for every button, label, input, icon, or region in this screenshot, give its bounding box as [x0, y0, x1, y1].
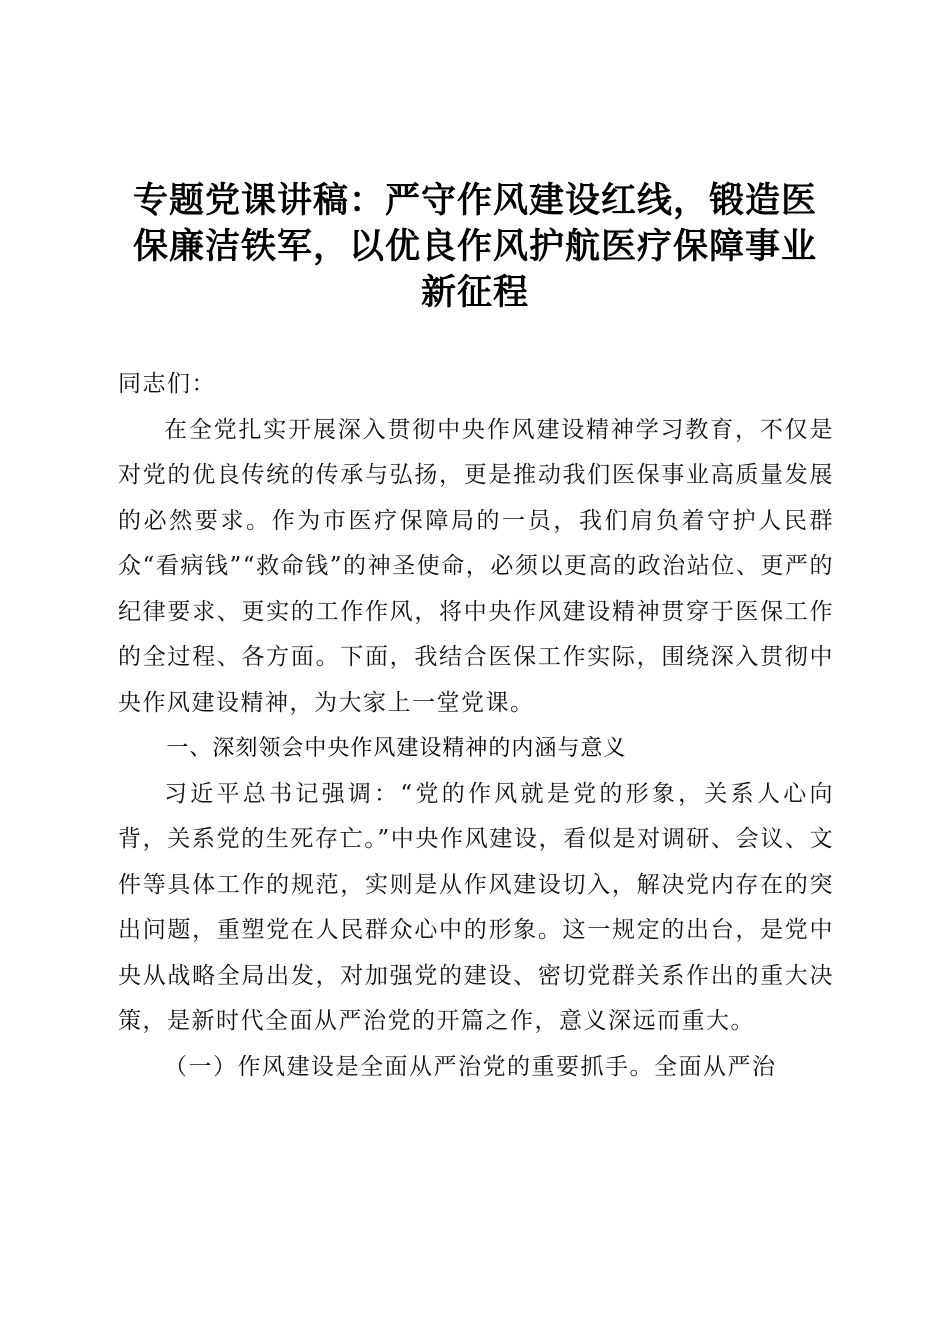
intro-paragraph: 在全党扎实开展深入贯彻中央作风建设精神学习教育，不仅是对党的优良传统的传承与弘扬，更是推动我们医保事业高质量发展的必然要求。作为市医疗保障局的一员，我们肩负着守护人民群众“看病钱”“救命钱”的神圣使命，必须以更高的政治站位、更严的纪律要求、更实的工作作风，将中央作风建设精神贯穿于医保工作的全过程、各方面。下面，我结合医保工作实际，围绕深入贯彻中央作风建设精神，为大家上一堂党课。 — [118, 416, 834, 716]
section-paragraph: 习近平总书记强调：“党的作风就是党的形象，关系人心向背，关系党的生死存亡。”中央作风建设，看似是对调研、会议、文件等具体工作的规范，实则是从作风建设切入，解决党内存在的突出问题，重塑党在人民群众心中的形象。这一规定的出台，是党中央从战略全局出发，对加强党的建设、密切党群关系作出的重大决策，是新时代全面从严治党的开篇之作，意义深远而重大。 — [118, 780, 834, 1034]
subsection-paragraph: （一）作风建设是全面从严治党的重要抓手。全面从严治 — [164, 1053, 777, 1080]
document-body — [118, 362, 834, 1090]
document-title: 专题党课讲稿：严守作风建设红线，锻造医保廉洁铁军，以优良作风护航医疗保障事业新征程 — [132, 180, 817, 313]
section-heading: 一、深刻领会中央作风建设精神的内涵与意义 — [166, 736, 627, 761]
salutation: 同志们： — [118, 371, 216, 397]
